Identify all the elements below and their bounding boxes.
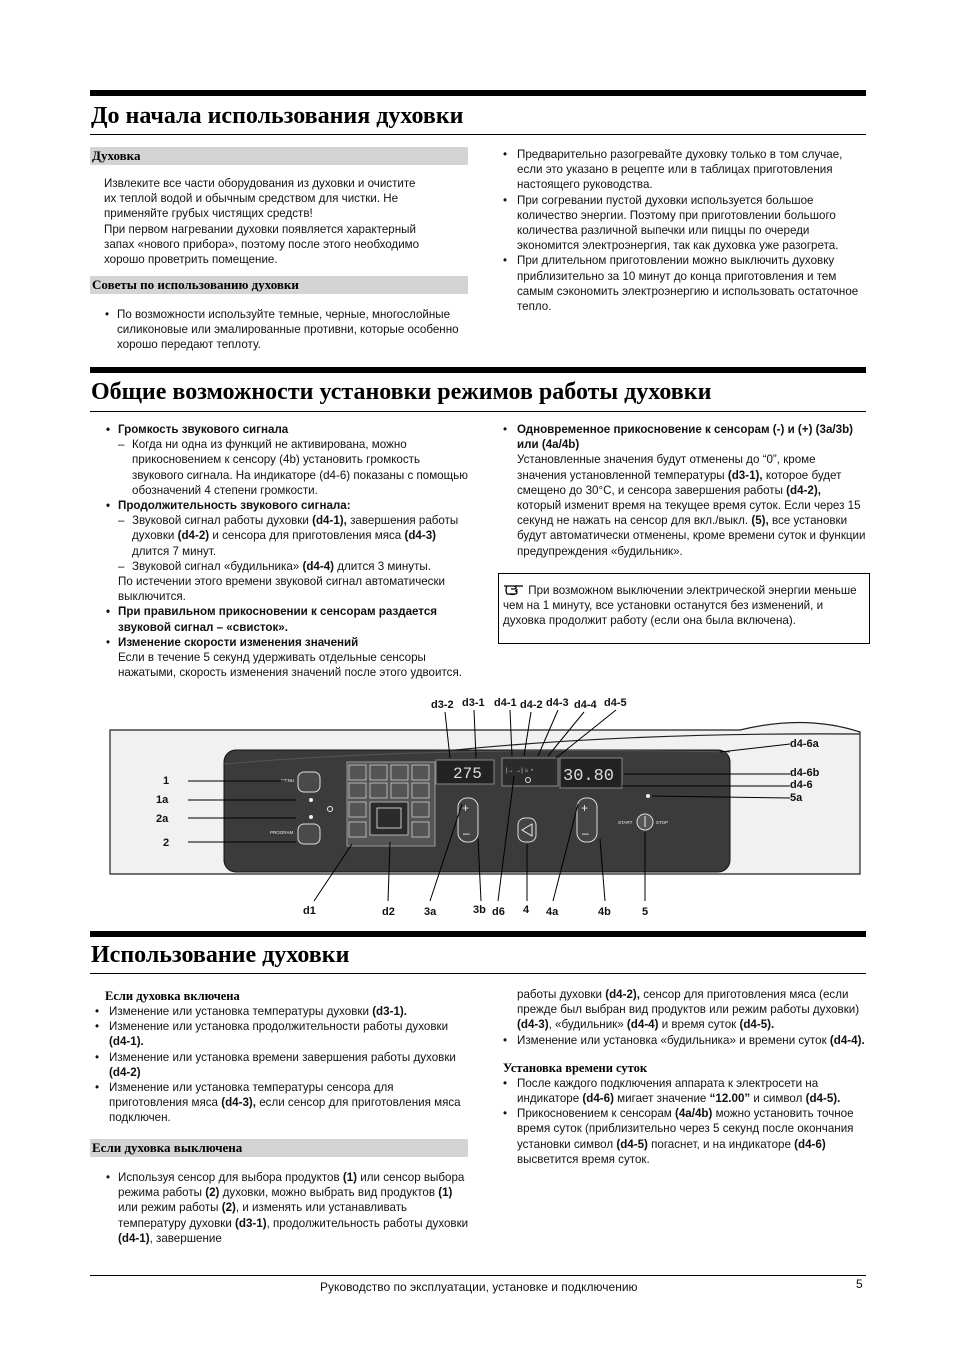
label-1a: 1a — [156, 794, 169, 806]
note-box — [498, 573, 870, 644]
stop-label: STOP — [656, 820, 669, 825]
section-underline — [90, 411, 866, 412]
subheading-oven-off: Если духовка выключена — [90, 1139, 468, 1157]
text: Изменение или установка температуры сенсора для приготовления мяса — [109, 1081, 394, 1110]
simultaneous-text — [517, 452, 868, 558]
ref: (d4-4). — [829, 1033, 865, 1047]
control-panel-figure — [100, 694, 870, 924]
text: Прикосновением к сенсорам — [517, 1107, 675, 1121]
oven-off-list — [90, 1170, 470, 1246]
text: и время суток — [658, 1018, 740, 1032]
ref: “12.00” — [709, 1092, 751, 1106]
text: или сенсор выбора режима работы — [118, 1171, 465, 1200]
ref: (d4-6) — [794, 1137, 826, 1151]
text: можно установить точное время суток (приблизительно через 5 секунд после окончания установки символ — [517, 1107, 854, 1151]
label-d4-6: d4-6 — [790, 779, 813, 791]
subheading-tips: Советы по использованию духовки — [90, 276, 468, 294]
duration-item-1 — [118, 513, 470, 559]
ref: (d4-2) — [177, 529, 210, 543]
list-item — [90, 1004, 468, 1019]
ref: (4a/4b) — [674, 1107, 713, 1121]
label-4b: 4b — [598, 906, 611, 918]
list-item — [498, 1033, 868, 1048]
ref: (d4-3) — [517, 1018, 549, 1032]
indicator-1a — [309, 798, 313, 802]
text: если сенсор для приготовления мяса подключен. — [109, 1096, 461, 1125]
label-4: 4 — [523, 904, 530, 916]
list-item — [90, 1050, 468, 1080]
oven-line: хорошо проветрить помещение. — [104, 253, 278, 267]
volume-text: – Когда ни одна из функций не активирована, можно прикосновением к сенсору (4b) установить громкость звукового сигнала. На индикаторе (d4-6) показаны с помощью обозначений 4 степени громкости. — [118, 437, 470, 498]
arrow-icons: |→ →| ⌂ ◔ — [506, 768, 534, 774]
label-5: 5 — [642, 906, 649, 918]
speed-heading: • Изменение скорости изменения значений — [118, 635, 359, 649]
text: , продолжительность работы духовки — [266, 1216, 469, 1230]
list-item: • Предварительно разогревайте духовку только в том случае, если это указано в рецепте или в таблицах приготовления настоящего руководства. — [498, 147, 868, 193]
text: мигает значение — [613, 1092, 710, 1106]
ref: (d4-2), — [786, 483, 821, 497]
label-1: 1 — [163, 775, 170, 787]
continued-text — [498, 987, 868, 1033]
text: духовки, можно выбрать вид продуктов — [219, 1186, 439, 1200]
ref: (1) — [342, 1171, 358, 1184]
plus-icon: + — [462, 801, 470, 815]
section-title-usage: Использование духовки — [91, 942, 350, 968]
text: который изменит время на текущее время суток. Если через 15 секунд не нажать на сенсор для вкл./выкл. — [517, 499, 861, 528]
label-2a: 2a — [156, 813, 169, 825]
text: высветится время суток. — [517, 1152, 650, 1166]
section-title-settings: Общие возможности установки режимов работы духовки — [91, 379, 712, 405]
label-d4-2: d4-2 — [520, 699, 543, 711]
ref: (d4-1) — [118, 1231, 150, 1245]
list-item: • По возможности используйте темные, черные, многослойные силиконовые или эмалированные противни, которые особенно хорошо передают теплоту. — [90, 307, 468, 353]
label-d4-6b: d4-6b — [790, 767, 820, 779]
ref: (d3-1) — [235, 1216, 267, 1230]
ref: (5), — [751, 514, 769, 528]
text: и символ — [750, 1092, 806, 1106]
speed-item — [90, 635, 470, 681]
text: Изменение или установка «будильника» и времени суток — [517, 1033, 830, 1047]
indicator-2a — [309, 815, 313, 819]
ref: (d4-4) — [626, 1018, 659, 1032]
oven-line: их теплой водой и обычным средством для чистки. Не — [104, 192, 399, 206]
note-text: При возможном выключении электрической энергии меньше чем на 1 минуту, все установки останутся без изменений, и духовка продолжит работу (если она была включена). — [503, 584, 857, 628]
ref: (d4-2), — [605, 988, 640, 1001]
label-d4-6a: d4-6a — [790, 738, 819, 750]
text: или режим работы — [118, 1201, 222, 1215]
section-underline — [90, 973, 866, 974]
text: Изменение или установка продолжительности работы духовки — [109, 1020, 449, 1034]
label-d6: d6 — [492, 906, 505, 918]
ref: (d4-1), — [312, 514, 347, 528]
section-rule — [90, 367, 866, 373]
oven-line: При первом нагревании духовки появляется характерный — [104, 222, 416, 236]
oven-line: применяйте грубых чистящих средств! — [104, 207, 313, 221]
text: сенсор для приготовления мяса (если прежде был выбран вид продуктов или режим работы духовки) — [517, 988, 860, 1017]
tips-list — [90, 307, 468, 353]
footer-rule — [90, 1275, 866, 1276]
text: После каждого подключения аппарата к электросети на индикаторе — [517, 1076, 819, 1106]
ref: (d4-5). — [805, 1092, 841, 1106]
page-number: 5 — [856, 1277, 863, 1291]
right-tips-list — [498, 147, 868, 314]
simultaneous-heading: • Одновременное прикосновение к сенсорам (-) и (+) (3a/3b) или (4a/4b) — [517, 423, 854, 452]
settings-left-column — [90, 422, 470, 680]
ref: (d4-4) — [302, 559, 335, 573]
ref: (d4-5). — [739, 1018, 775, 1032]
text: , завершение — [149, 1231, 222, 1245]
ref: (d3-1), — [727, 468, 763, 482]
text: длится 7 минут. — [132, 544, 217, 558]
oven-on-list — [90, 1004, 468, 1126]
menu-button — [298, 772, 320, 792]
label-d4-1: d4-1 — [494, 697, 517, 709]
label-d2: d2 — [382, 906, 395, 918]
text: Звуковой сигнал «будильника» — [132, 559, 303, 573]
program-label: PROGRAM — [270, 830, 294, 835]
section-title-before-use: До начала использования духовки — [91, 103, 464, 129]
label-2: 2 — [163, 837, 170, 849]
plus-icon: + — [581, 801, 589, 815]
subheading-time: Установка времени суток — [503, 1060, 648, 1075]
label-3a: 3a — [424, 906, 437, 918]
text: Изменение или установка температуры духовки — [109, 1005, 373, 1018]
oven-line: запах «нового прибора», поэтому после этого необходимо — [104, 237, 420, 251]
section-underline — [90, 134, 866, 135]
usage-right-column — [498, 987, 868, 1167]
duration-item-2 — [118, 559, 470, 574]
ref: (d4-5) — [616, 1137, 648, 1151]
text: Изменение или установка времени завершения работы духовки — [109, 1050, 456, 1064]
ref: (1) — [438, 1186, 453, 1200]
minus-icon: – — [463, 826, 470, 840]
list-item — [90, 1080, 468, 1126]
simultaneous-item — [498, 422, 868, 559]
duration-heading: • Продолжительность звукового сигнала: — [90, 498, 470, 513]
start-label: START — [618, 820, 633, 825]
text: , и изменять или устанавливать температуру духовки — [118, 1201, 408, 1230]
temperature-value: 275 — [453, 765, 482, 783]
text: завершения работы духовки — [132, 514, 459, 543]
ref: (d4-3) — [404, 529, 437, 543]
ref: (d4-1). — [109, 1035, 144, 1049]
label-d4-4: d4-4 — [574, 699, 597, 711]
ref: (2) — [221, 1201, 236, 1215]
text: Звуковой сигнал работы духовки — [132, 514, 313, 528]
text: длится 3 минуты. — [334, 559, 431, 573]
menu-label: MENU — [281, 778, 295, 783]
footer-text: Руководство по эксплуатации, установке и подключению — [320, 1280, 638, 1294]
program-button — [298, 824, 320, 844]
subheading-oven: Духовка — [90, 147, 468, 165]
label-3b: 3b — [473, 904, 486, 916]
pointing-hand-icon — [503, 582, 525, 596]
text: Используя сенсор для выбора продуктов — [118, 1171, 343, 1184]
duration-after: По истечении этого времени звуковой сигнал автоматически выключится. — [118, 575, 446, 604]
section-rule — [90, 90, 866, 96]
ref: (d3-1). — [372, 1005, 407, 1018]
text: , «будильник» — [548, 1018, 627, 1032]
list-item — [90, 1170, 470, 1246]
list-item: • При согревании пустой духовки используется большое количество энергии. Поэтому при приготовлении большого количества различной выпечки или пиццы по очереди экономится электроэнергия, так как духовка уже разогрета. — [498, 193, 868, 254]
text: все установки будут автоматически отменены, кроме времени суток и функции предупреждения «будильник». — [517, 514, 866, 558]
label-d4-5: d4-5 — [604, 697, 627, 709]
ref: (d4-6) — [582, 1092, 614, 1106]
list-item: • При длительном приготовлении можно выключить духовку приблизительно за 10 минут до конца приготовления и тем самым сэкономить электроэнергию и использовать остаточное тепло. — [498, 253, 868, 314]
section-rule — [90, 931, 866, 937]
time-value: 30.80 — [563, 767, 615, 786]
text: погаснет, и на индикаторе — [647, 1137, 795, 1151]
label-4a: 4a — [546, 906, 559, 918]
subheading-oven-on: Если духовка включена — [105, 989, 240, 1003]
settings-right-column — [498, 422, 868, 559]
list-item — [498, 1106, 868, 1167]
touch-signal-heading: • При правильном прикосновении к сенсорам раздается звуковой сигнал – «свисток». — [90, 604, 470, 634]
label-d1: d1 — [303, 905, 316, 917]
oven-paragraph — [90, 176, 470, 267]
oven-line: Извлеките все части оборудования из духовки и очистите — [104, 177, 416, 190]
indicator-5a — [646, 794, 650, 798]
label-5a: 5a — [790, 792, 803, 804]
label-d3-1: d3-1 — [462, 697, 485, 709]
ref: (d4-2) — [109, 1065, 141, 1079]
minus-icon: – — [582, 826, 589, 840]
volume-heading: • Громкость звукового сигнала — [90, 422, 470, 437]
text: и сенсора для приготовления мяса — [209, 529, 405, 543]
text: которое будет смещено до 30°C, и сенсора завершения работы — [517, 468, 842, 497]
ref: (d4-3), — [221, 1096, 256, 1110]
text: работы духовки — [517, 988, 606, 1001]
label-d4-3: d4-3 — [546, 697, 569, 709]
light-sensor — [518, 818, 536, 842]
text: Установленные значения будут отменены до “0”, кроме значения установленной температуры — [517, 453, 816, 482]
list-item — [90, 1019, 468, 1049]
list-item — [498, 1076, 868, 1106]
ref: (2) — [205, 1186, 220, 1200]
label-d3-2: d3-2 — [431, 699, 454, 711]
speed-text: Если в течение 5 секунд удерживать отдельные сенсоры нажатыми, скорость изменения значений после этого удвоится. — [118, 651, 462, 680]
